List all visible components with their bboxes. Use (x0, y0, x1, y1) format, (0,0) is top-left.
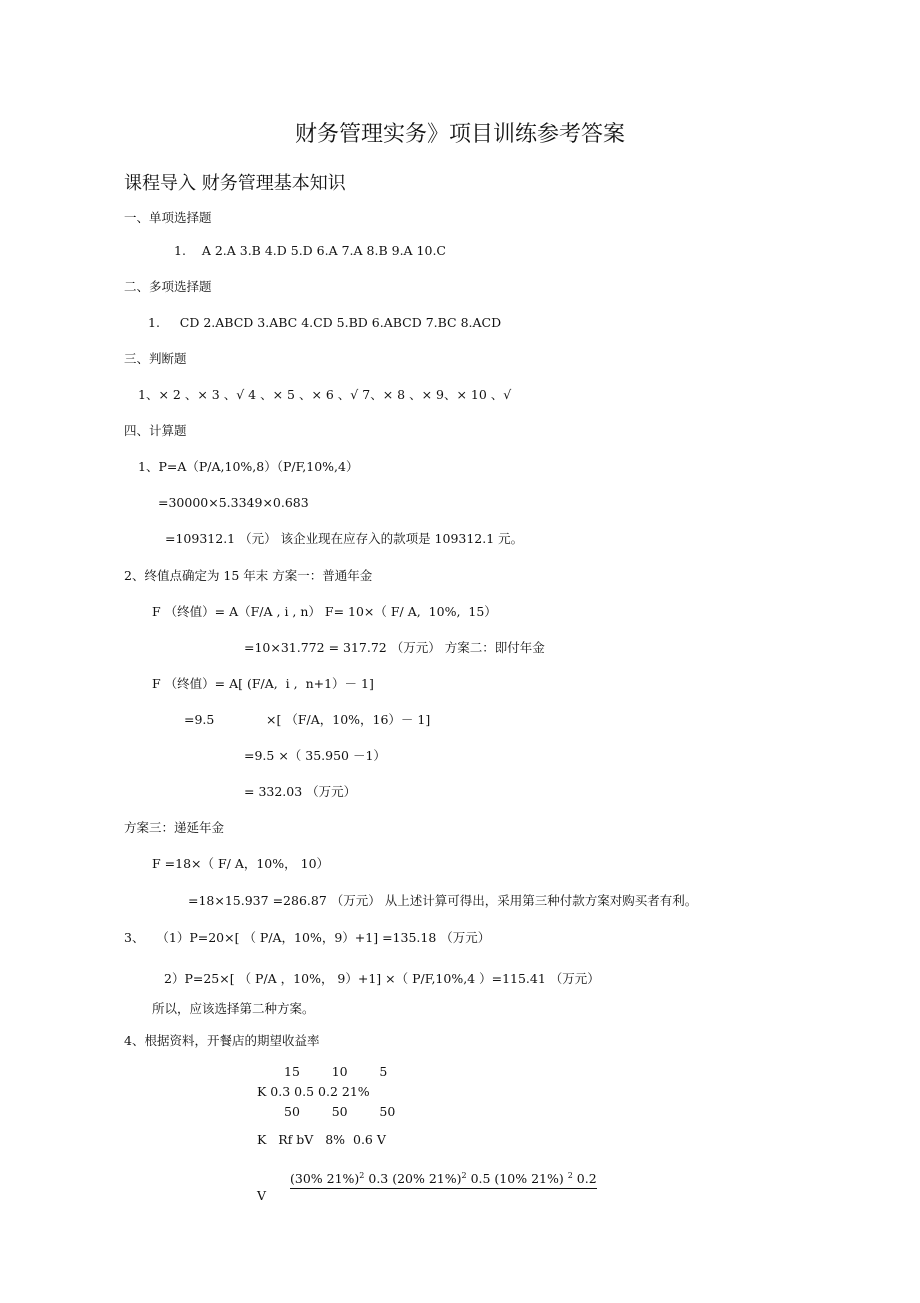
q3-line-1: 3、 （1）P=20×[ （ P/A，10%，9）+1] =135.18 （万元） (124, 930, 491, 945)
q4-intro: 4、根据资料，开餐店的期望收益率 (124, 1033, 320, 1048)
q1-line-1: 1、P=A（P/A,10%,8）（P/F,10%,4） (138, 459, 359, 474)
q2-line-1: 2、终值点确定为 15 年末 方案一：普通年金 (124, 568, 373, 583)
q2-line-10: =18×15.937 =286.87 （万元） 从上述计算可得出，采用第三种付款方案对购买者有利。 (188, 893, 698, 908)
chapter-heading: 课程导入 财务管理基本知识 (124, 173, 346, 194)
document-title: 财务管理实务》项目训练参考答案 (294, 122, 625, 147)
square-superscript-a: 2 (359, 1171, 365, 1180)
square-superscript-c: 2 (567, 1171, 573, 1180)
q2-line-3: =10×31.772 = 317.72 （万元） 方案二：即付年金 (244, 640, 545, 655)
section-heading-true-false: 三、判断题 (124, 351, 187, 366)
numerator-part-d: 0.2 (572, 1171, 597, 1186)
q4-row-6: V (257, 1188, 267, 1203)
section-heading-multiple-choice: 二、多项选择题 (124, 279, 212, 294)
numerator-part-a: (30% 21%) (290, 1171, 360, 1186)
q2-line-2: F （终值）= A（F/A , i , n） F= 10×（ F/ A, 10%, 15） (152, 604, 497, 619)
section-heading-calculation: 四、计算题 (124, 423, 187, 438)
true-false-answers: 1、× 2 、× 3 、√ 4 、× 5 、× 6 、√ 7、× 8 、× 9、× 10 、√ (138, 387, 512, 402)
q2-line-5b: ×[ （F/A，10%，16）－ 1] (266, 712, 431, 727)
q4-row-3: 50 50 50 (284, 1104, 396, 1119)
q2-line-9: F =18×（ F/ A，10%， 10） (152, 856, 330, 871)
q2-line-4: F （终值）= A[ (F/A, i , n+1）－ 1] (152, 676, 374, 691)
q2-line-7: = 332.03 （万元） (244, 784, 357, 799)
single-choice-answers: 1. A 2.A 3.B 4.D 5.D 6.A 7.A 8.B 9.A 10.C (174, 243, 446, 258)
numerator-part-c: 0.5 (10% 21%) (466, 1171, 568, 1186)
q4-row-1: 15 10 5 (284, 1064, 388, 1079)
q1-line-3: =109312.1 （元） 该企业现在应存入的款项是 109312.1 元。 (165, 531, 524, 546)
q3-line-2: 2）P=25×[ （ P/A ，10%， 9）+1] ×（ P/F,10%,4 ）=115.41 （万元） (164, 971, 600, 986)
q3-line-3: 所以，应该选择第二种方案。 (152, 1001, 315, 1016)
q2-line-6: =9.5 ×（ 35.950 －1） (244, 748, 386, 763)
q4-row-2: K 0.3 0.5 0.2 21% (257, 1084, 370, 1099)
square-superscript-b: 2 (461, 1171, 467, 1180)
variance-formula-numerator (290, 1168, 597, 1189)
q2-line-5a: =9.5 (184, 712, 215, 727)
numerator-part-b: 0.3 (20% 21%) (364, 1171, 462, 1186)
q4-row-4: K Rf bV 8% 0.6 V (257, 1132, 386, 1147)
q1-line-2: =30000×5.3349×0.683 (158, 495, 309, 510)
section-heading-single-choice: 一、单项选择题 (124, 210, 212, 225)
multiple-choice-answers: 1. CD 2.ABCD 3.ABC 4.CD 5.BD 6.ABCD 7.BC 8.ACD (148, 315, 502, 330)
q2-line-8: 方案三：递延年金 (124, 820, 225, 835)
